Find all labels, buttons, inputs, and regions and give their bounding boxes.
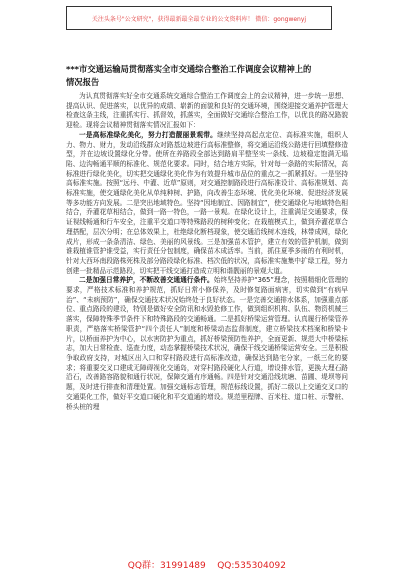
paragraph-text: 为认真贯彻落实好全市交通系统交通综合整治工作调度会上的会议精神，进一步统一思想、提高认识、促进落实，以优异的成绩、崭新的面貌和良好的交通环境，围绕迎接交通养护管理大检查这条主线，注重抓实行、抓督效，抓落实，全面做好交通综合整治工作，以优良的路况路貌迎检。现将会议精神贯彻落实情况汇报如下： bbox=[66, 92, 348, 130]
document-body bbox=[66, 92, 348, 532]
document-title-line-2: 情况报告 bbox=[66, 77, 100, 87]
contact-footer-text: QQ群：31991489 QQ:535304092 bbox=[127, 561, 286, 571]
promo-banner-text: 关注头条号"公文研究"，获得最新最全最专业的公文资料库！ 微信：gongwenyj bbox=[91, 15, 307, 23]
paragraph-greening bbox=[66, 131, 348, 277]
paragraph-text: 继续坚持高起点定位、高标准实施，组织人力、物力、财力，发动沿线群众对路基边坡进行高标准整修，将交通运沿线公路进行回填整修造型，并在边坡设置绿化分带。使所在养路段全部达到路肩平整坚实一条线、边坡稳定饱满无塌陷、边沟畅通平顺的标准化、规范化要求。同时，结合地方实际，针对每一条路的实际情况，高标准进行绿化美化，切实把交通绿化美化作为有效提升城市品位的重点之一抓紧抓好。一是坚持高标准实施。按照“远丹、中灌、近草”原则，对交通控制路段进行高标准设计、高标准规划、高标准实施，使交通绿化美化从单纯种树、护路，向改善生态环境、优化美化环境、促进经济发展等多功能方向发展。二是突出地域特色。坚持“因地制宜、因路制宜”，使交通绿化与地域特色相结合，乔灌花草相结合，做到一路一特色，一路一景观。在绿化设计上，注重满足交通要求，保证视线畅通和行车安全，注重平交道口等特殊路段的树种变化；在栽植模式上，做到乔灌花草合理搭配，层次分明；在总体效果上，杜绝绿化断档现象，使交通沿线树木连线，林带成网，绿化成片，形成一条条清洁、绿色、美丽的风景线。三是加强苗木管护，建立有效的管护机制，做到谁栽植谁管护谁受益，实行责任分包制度，确保苗木成活率。当前，抓住夏季多雨的有利时机，针对大西环南段路株死株及部分路段绿化标准、档次低的状况，高标准实施集中扩绿工程，努力创建一批精品示范路段，切实把干线交通打造成立明和谐靓丽的景观大道。 bbox=[66, 130, 348, 275]
paragraph-heading: 一是高标准绿化美化，努力打造靓丽景观带。 bbox=[79, 130, 218, 139]
paragraph-text: 始终坚持养护“365”理念，按照精细化管理的要求，严格技术标准和养护规范，抓好日常小修保养，及时修复路面病害，切实做到“有病早治”、“未病预防”，确保交通技术状况始终处于良好状态。一是完善交通排水体系，加强重点部位、重点路段的建设，特别是做好安全防讯和水毁抢修工作，做到组织机构、队伍、物资机械三落实，保障特殊季节条件下和特殊路段的交通畅通。二是抓好桥梁运营管理。认真履行桥梁管养职责，严格落实桥梁管护“四个责任人”制度和桥梁动态监督制度，建立桥梁技术档案和桥梁卡片，以桥面养护为中心，以水害防护为重点，抓好桥梁预防性养护，全面更新、规范大中桥梁标志，加大日常检查、巡查力度，动态掌握桥梁技术状况，确保干线交通桥梁运营安全。三是积极争取政府支持，对城区出入口和穿村路段进行高标准改造，确保达到路宅分家，一纸三化的要求；将重要交叉口建成无障碍视化交通岛，对穿村路段硬化人行道，增设排水管，更换大理石路沿石，改善路容路貌和通行状况，保障交通有序通畅。四是针对交通沿线坑塘、苗圃、堤坝等问题，及时进行排查和清理处置。加强交通标志管理，规范标线设置，抓好二级以上交通交叉口的交通渠化工作，做好平交道口硬化和平交道通的增设。规范里程牌、百米柱、道口桩、示警桩、桥头桩的埋 bbox=[66, 276, 348, 411]
promo-banner bbox=[66, 6, 332, 30]
document-title-line-1: ***市交通运输局贯彻落实全市交通综合整治工作调度会议精神上的 bbox=[66, 64, 312, 74]
document-title bbox=[66, 63, 348, 89]
contact-footer bbox=[0, 548, 408, 571]
paragraph-intro bbox=[66, 92, 348, 131]
paragraph-maintenance bbox=[66, 276, 348, 412]
paragraph-heading: 二是加强日常养护，不断改善交通通行条件。 bbox=[79, 276, 214, 285]
